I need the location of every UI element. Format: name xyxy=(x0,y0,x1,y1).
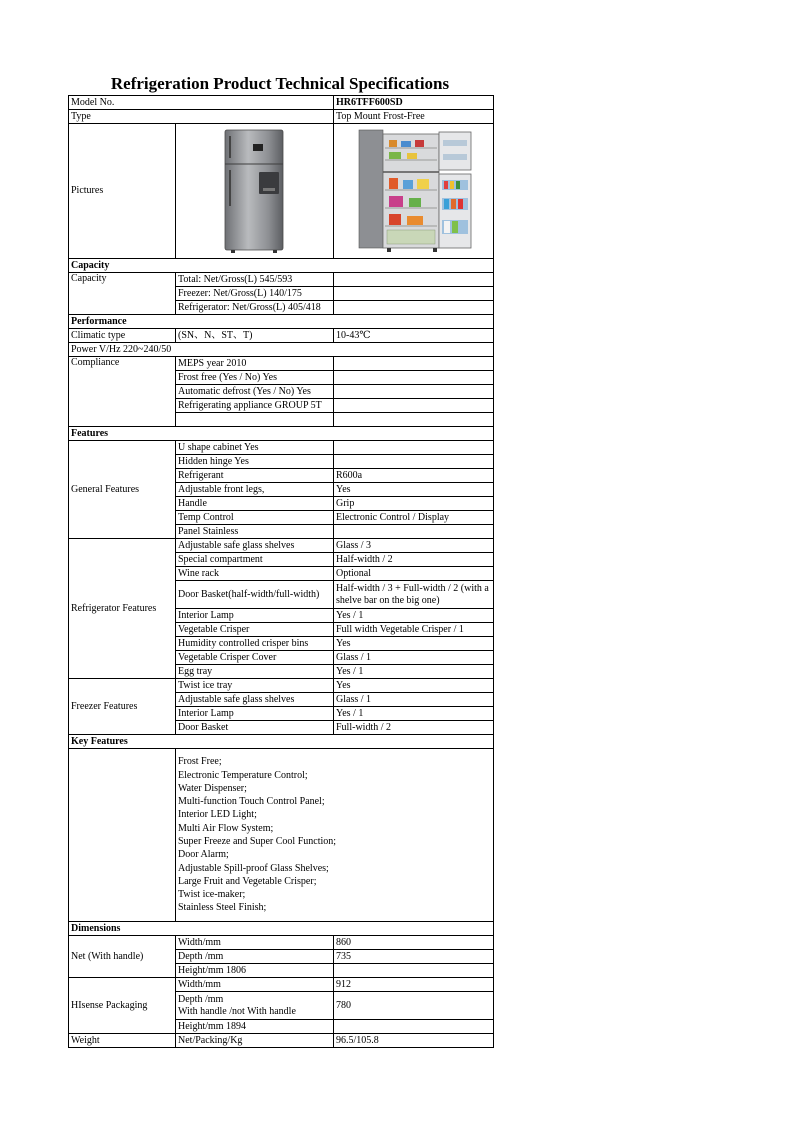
refrigerator-features-label: Refrigerator Features xyxy=(69,539,176,679)
feature-value: Electronic Control / Display xyxy=(334,511,494,525)
features-section-row xyxy=(69,427,494,441)
key-features-row xyxy=(69,749,494,922)
capacity-refrigerator: Refrigerator: Net/Gross(L) 405/418 xyxy=(176,301,334,315)
feature-value: Full width Vegetable Crisper / 1 xyxy=(334,623,494,637)
feature-name: Refrigerant xyxy=(176,469,334,483)
climatic-value: (SN、N、ST、T) xyxy=(176,329,334,343)
packaging-dimension-row xyxy=(69,978,494,992)
features-section-heading: Features xyxy=(69,427,494,441)
compliance-item: Refrigerating appliance GROUP 5T xyxy=(176,399,334,413)
model-row xyxy=(69,96,494,110)
key-feature-item: Door Alarm; xyxy=(178,849,229,861)
dimension-name: Height/mm 1806 xyxy=(176,964,334,978)
feature-value: Grip xyxy=(334,497,494,511)
feature-value: Yes xyxy=(334,679,494,693)
packaging-depth-note: With handle /not With handle xyxy=(178,1005,296,1017)
feature-value: Yes / 1 xyxy=(334,707,494,721)
feature-name: Panel Stainless xyxy=(176,525,334,539)
weight-row xyxy=(69,1034,494,1048)
dimension-value xyxy=(334,964,494,978)
feature-name: Vegetable Crisper xyxy=(176,623,334,637)
key-feature-item: Large Fruit and Vegetable Crisper; xyxy=(178,875,317,887)
feature-name: Interior Lamp xyxy=(176,609,334,623)
feature-value xyxy=(334,525,494,539)
key-feature-item: Electronic Temperature Control; xyxy=(178,769,308,781)
type-value: Top Mount Frost-Free xyxy=(334,110,494,124)
climatic-row xyxy=(69,329,494,343)
key-features-section-heading: Key Features xyxy=(69,735,494,749)
model-label: Model No. xyxy=(69,96,334,110)
key-feature-item: Frost Free; xyxy=(178,756,222,768)
general-feature-row xyxy=(69,441,494,455)
feature-name: Interior Lamp xyxy=(176,707,334,721)
feature-name: Temp Control xyxy=(176,511,334,525)
compliance-row xyxy=(69,357,494,371)
feature-name: U shape cabinet Yes xyxy=(176,441,334,455)
capacity-row xyxy=(69,273,494,287)
weight-label: Weight xyxy=(69,1034,176,1048)
feature-value: Yes xyxy=(334,483,494,497)
spec-table xyxy=(68,95,494,1048)
dimension-value: 912 xyxy=(334,978,494,992)
dimension-value xyxy=(334,1020,494,1034)
key-feature-item: Twist ice-maker; xyxy=(178,889,246,901)
pictures-label: Pictures xyxy=(69,124,176,259)
packaging-dimensions-label: HIsense Packaging xyxy=(69,978,176,1034)
dimension-name: Depth /mm xyxy=(176,950,334,964)
power-row xyxy=(69,343,494,357)
freezer-features-label: Freezer Features xyxy=(69,679,176,735)
pictures-row xyxy=(69,124,494,259)
page-title: Refrigeration Product Technical Specifications xyxy=(110,74,450,93)
capacity-section-row xyxy=(69,259,494,273)
feature-value: Half-width / 3 + Full-width / 2 (with a shelve bar on the big one) xyxy=(334,581,494,609)
key-feature-item: Stainless Steel Finish; xyxy=(178,902,267,914)
performance-section-heading: Performance xyxy=(69,315,494,329)
feature-name: Adjustable safe glass shelves xyxy=(176,539,334,553)
net-dimension-row xyxy=(69,936,494,950)
power-label: Power V/Hz 220~240/50 xyxy=(69,343,494,357)
feature-name: Humidity controlled crisper bins xyxy=(176,637,334,651)
compliance-item: Automatic defrost (Yes / No) Yes xyxy=(176,385,334,399)
freezer-feature-row xyxy=(69,679,494,693)
dimensions-section-row xyxy=(69,922,494,936)
dimension-name: Height/mm 1894 xyxy=(176,1020,334,1034)
dimension-name: Width/mm xyxy=(176,978,334,992)
key-feature-item: Super Freeze and Super Cool Function; xyxy=(178,836,337,847)
feature-name: Twist ice tray xyxy=(176,679,334,693)
dimension-name: Width/mm xyxy=(176,936,334,950)
model-value: HR6TFF600SD xyxy=(334,96,494,110)
dimensions-section-heading: Dimensions xyxy=(69,922,494,936)
feature-value: Glass / 3 xyxy=(334,539,494,553)
feature-value: Yes / 1 xyxy=(334,665,494,679)
climatic-range: 10-43℃ xyxy=(334,329,494,343)
packaging-depth-label: Depth /mm xyxy=(178,993,224,1005)
performance-section-row xyxy=(69,315,494,329)
feature-name: Wine rack xyxy=(176,567,334,581)
feature-value: Half-width / 2 xyxy=(334,553,494,567)
picture-closed-cell xyxy=(176,124,334,259)
dimension-value: 780 xyxy=(334,992,494,1020)
capacity-total: Total: Net/Gross(L) 545/593 xyxy=(176,273,334,287)
feature-name: Door Basket xyxy=(176,721,334,735)
capacity-freezer: Freezer: Net/Gross(L) 140/175 xyxy=(176,287,334,301)
weight-name: Net/Packing/Kg xyxy=(176,1034,334,1048)
feature-value: Yes / 1 xyxy=(334,609,494,623)
type-row xyxy=(69,110,494,124)
key-feature-item: Multi Air Flow System; xyxy=(178,822,274,834)
key-feature-item: Adjustable Spill-proof Glass Shelves; xyxy=(178,862,329,874)
dimension-value: 860 xyxy=(334,936,494,950)
feature-name: Special compartment xyxy=(176,553,334,567)
feature-value: Optional xyxy=(334,567,494,581)
feature-value: Yes xyxy=(334,637,494,651)
feature-name: Adjustable front legs, xyxy=(176,483,334,497)
climatic-label: Climatic type xyxy=(69,329,176,343)
feature-value: Full-width / 2 xyxy=(334,721,494,735)
picture-open-cell xyxy=(334,124,494,259)
feature-name: Vegetable Crisper Cover xyxy=(176,651,334,665)
feature-value xyxy=(334,441,494,455)
capacity-section-heading: Capacity xyxy=(69,259,494,273)
net-dimensions-label: Net (With handle) xyxy=(69,936,176,978)
refrigerator-feature-row xyxy=(69,539,494,553)
feature-value: Glass / 1 xyxy=(334,651,494,665)
feature-name: Egg tray xyxy=(176,665,334,679)
feature-value: R600a xyxy=(334,469,494,483)
feature-value xyxy=(334,455,494,469)
feature-name: Hidden hinge Yes xyxy=(176,455,334,469)
compliance-item: Frost free (Yes / No) Yes xyxy=(176,371,334,385)
feature-value: Glass / 1 xyxy=(334,693,494,707)
feature-name: Adjustable safe glass shelves xyxy=(176,693,334,707)
refrigerator-open-image xyxy=(353,128,475,254)
general-features-label: General Features xyxy=(69,441,176,539)
compliance-label: Compliance xyxy=(69,357,176,427)
dimension-value: 735 xyxy=(334,950,494,964)
refrigerator-closed-image xyxy=(223,128,287,254)
feature-name: Handle xyxy=(176,497,334,511)
feature-name: Door Basket(half-width/full-width) xyxy=(176,581,334,609)
key-features-section-row xyxy=(69,735,494,749)
key-feature-item: Interior LED Light; xyxy=(178,809,257,821)
dimension-name xyxy=(176,992,334,1020)
compliance-item xyxy=(176,413,334,427)
weight-value: 96.5/105.8 xyxy=(334,1034,494,1048)
key-feature-item: Water Dispenser; xyxy=(178,782,247,794)
compliance-item: MEPS year 2010 xyxy=(176,357,334,371)
key-features-list xyxy=(176,749,494,922)
type-label: Type xyxy=(69,110,334,124)
capacity-label: Capacity xyxy=(69,273,176,315)
key-feature-item: Multi-function Touch Control Panel; xyxy=(178,796,325,808)
